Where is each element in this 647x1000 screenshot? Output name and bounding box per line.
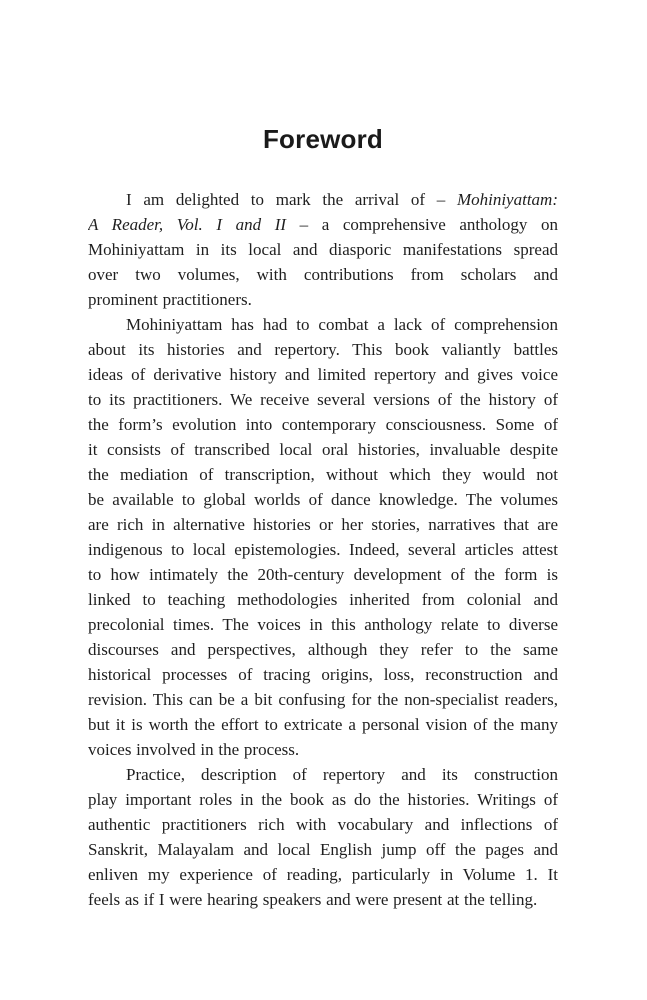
text-line: [88, 187, 558, 212]
text-line: [88, 562, 558, 587]
text-line: [88, 237, 558, 262]
text-run: ideas of derivative history and limited repertory and gives voice: [88, 365, 558, 384]
text-run: over two volumes, with contributions from scholars and: [88, 265, 558, 284]
text-run: linked to teaching methodologies inherited from colonial and: [88, 590, 558, 609]
text-run: I am delighted to mark the arrival of –: [126, 190, 457, 209]
text-run: enliven my experience of reading, particularly in Volume 1. It: [88, 865, 558, 884]
text-line: [88, 537, 558, 562]
text-line: [88, 387, 558, 412]
text-line: [88, 212, 558, 237]
text-run: feels as if I were hearing speakers and were present at the telling.: [88, 890, 538, 909]
text-run: Practice, description of repertory and its construction: [126, 765, 558, 784]
text-line: [88, 587, 558, 612]
text-run: authentic practitioners rich with vocabulary and inflections of: [88, 815, 558, 834]
text-line: [88, 312, 558, 337]
text-run: play important roles in the book as do the histories. Writings of: [88, 790, 558, 809]
text-run: indigenous to local epistemologies. Indeed, several articles attest: [88, 540, 558, 559]
text-run: discourses and perspectives, although they refer to the same: [88, 640, 558, 659]
text-line: [88, 662, 558, 687]
italic-text-run: Mohiniyattam:: [456, 190, 558, 209]
text-run: revision. This can be a bit confusing for the non-specialist readers,: [88, 690, 558, 709]
text-run: the mediation of transcription, without which they would not: [88, 465, 558, 484]
text-run: Mohiniyattam has had to combat a lack of comprehension: [126, 315, 558, 334]
text-line: [88, 337, 558, 362]
text-line: [88, 887, 558, 912]
text-run: prominent practitioners.: [88, 290, 252, 309]
text-run: are rich in alternative histories or her stories, narratives that are: [88, 515, 558, 534]
text-run: it consists of transcribed local oral histories, invaluable despite: [88, 440, 558, 459]
paragraph: [88, 762, 558, 912]
text-line: [88, 712, 558, 737]
text-line: [88, 637, 558, 662]
page-title: Foreword: [262, 124, 384, 154]
text-line: [88, 787, 558, 812]
text-line: [88, 487, 558, 512]
text-run: about its histories and repertory. This book valiantly battles: [88, 340, 558, 359]
text-run: the form’s evolution into contemporary consciousness. Some of: [88, 415, 558, 434]
text-line: [88, 287, 558, 312]
text-line: [88, 612, 558, 637]
text-line: [88, 462, 558, 487]
paragraph: [88, 312, 558, 762]
text-run: voices involved in the process.: [88, 740, 300, 759]
text-run: historical processes of tracing origins, loss, reconstruction and: [88, 665, 558, 684]
text-line: [88, 812, 558, 837]
paragraph: [88, 187, 558, 312]
text-line: [88, 412, 558, 437]
text-line: [88, 762, 558, 787]
text-line: [88, 512, 558, 537]
text-run: Sanskrit, Malayalam and local English jump off the pages and: [88, 840, 558, 859]
text-run: to its practitioners. We receive several versions of the history of: [88, 390, 558, 409]
text-line: [88, 262, 558, 287]
text-run: to how intimately the 20th-century development of the form is: [88, 565, 558, 584]
text-line: [88, 737, 558, 762]
text-run: Mohiniyattam in its local and diasporic manifestations spread: [88, 240, 558, 259]
foreword-text: [88, 187, 558, 912]
italic-text-run: A Reader, Vol. I and II: [88, 215, 287, 234]
text-line: [88, 837, 558, 862]
text-line: [88, 862, 558, 887]
text-run: be available to global worlds of dance knowledge. The volumes: [88, 490, 558, 509]
text-run: but it is worth the effort to extricate a personal vision of the many: [88, 715, 558, 734]
text-line: [88, 687, 558, 712]
text-line: [88, 362, 558, 387]
text-line: [88, 437, 558, 462]
text-run: – a comprehensive anthology on: [286, 215, 558, 234]
text-run: precolonial times. The voices in this anthology relate to diverse: [88, 615, 558, 634]
